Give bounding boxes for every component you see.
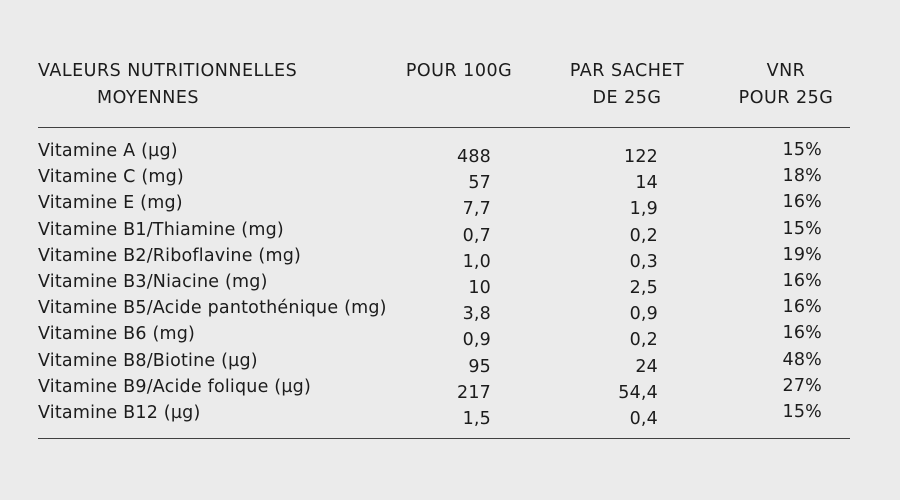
row-label: Vitamine C (mg)	[38, 167, 184, 188]
row-label: Vitamine B2/Riboflavine (mg)	[38, 245, 302, 266]
row-value-per-100g: 1,5	[462, 408, 491, 429]
row-value-per-100g: 1,0	[462, 251, 491, 272]
divider-top	[38, 127, 850, 128]
row-value-vnr-pour-25g: 15%	[782, 401, 822, 422]
table-row	[38, 348, 850, 377]
row-value-per-100g: 0,9	[462, 330, 491, 351]
row-label: Vitamine B8/Biotine (µg)	[38, 350, 258, 371]
row-value-par-sachet-25g: 0,9	[629, 304, 658, 325]
row-value-per-100g: 57	[468, 173, 491, 194]
table-row	[38, 321, 850, 351]
row-value-vnr-pour-25g: 16%	[782, 192, 822, 213]
column-header-per-100g: POUR 100G	[405, 61, 513, 81]
table-body	[38, 138, 850, 429]
row-label: Vitamine B6 (mg)	[38, 324, 196, 345]
row-value-vnr-pour-25g: 16%	[782, 323, 822, 344]
row-value-par-sachet-25g: 2,5	[629, 278, 658, 299]
row-value-par-sachet-25g: 122	[623, 147, 658, 168]
row-value-par-sachet-25g: 0,4	[629, 408, 658, 429]
row-label: Vitamine B9/Acide folique (µg)	[38, 376, 312, 397]
row-value-per-100g: 0,7	[462, 225, 491, 246]
row-label: Vitamine A (µg)	[38, 141, 178, 162]
column-header-values-line2: MOYENNES	[96, 88, 199, 108]
table-row	[38, 295, 850, 325]
row-value-par-sachet-25g: 14	[635, 173, 658, 194]
row-value-vnr-pour-25g: 18%	[782, 166, 822, 187]
row-value-vnr-pour-25g: 16%	[782, 271, 822, 292]
row-value-vnr-pour-25g: 15%	[782, 218, 822, 239]
row-value-vnr-pour-25g: 19%	[782, 244, 822, 265]
row-value-vnr-pour-25g: 48%	[782, 349, 822, 370]
table-row	[38, 190, 850, 220]
row-value-vnr-pour-25g: 15%	[782, 140, 822, 161]
column-header-values-line1: VALEURS NUTRITIONNELLES	[38, 61, 298, 81]
row-value-per-100g: 488	[456, 147, 491, 168]
row-label: Vitamine B12 (µg)	[38, 402, 201, 423]
table-row	[38, 164, 850, 194]
column-header-vnr	[706, 58, 866, 112]
row-value-par-sachet-25g: 54,4	[618, 382, 658, 403]
row-value-vnr-pour-25g: 27%	[782, 375, 822, 396]
row-value-per-100g: 7,7	[462, 199, 491, 220]
column-header-vnr-line1: VNR	[766, 61, 806, 81]
row-value-vnr-pour-25g: 16%	[782, 297, 822, 318]
table-row	[38, 269, 850, 299]
column-header-par-sachet-line2: DE 25G	[592, 88, 662, 108]
column-header-par-sachet	[545, 58, 709, 112]
row-value-per-100g: 3,8	[462, 304, 491, 325]
row-label: Vitamine E (mg)	[38, 193, 183, 214]
row-value-par-sachet-25g: 0,3	[629, 251, 658, 272]
divider-bottom	[38, 438, 850, 439]
table-row	[38, 400, 850, 429]
row-value-per-100g: 217	[456, 382, 491, 403]
row-value-par-sachet-25g: 0,2	[629, 225, 658, 246]
row-value-par-sachet-25g: 1,9	[629, 199, 658, 220]
row-value-per-100g: 10	[468, 278, 491, 299]
table-row	[38, 217, 850, 246]
table-row	[38, 243, 850, 272]
row-label: Vitamine B3/Niacine (mg)	[38, 272, 268, 293]
row-label: Vitamine B1/Thiamine (mg)	[38, 219, 284, 240]
row-label: Vitamine B5/Acide pantothénique (mg)	[38, 298, 387, 319]
row-value-par-sachet-25g: 24	[635, 356, 658, 377]
table-row	[38, 138, 850, 168]
table-row	[38, 374, 850, 403]
row-value-par-sachet-25g: 0,2	[629, 330, 658, 351]
row-value-per-100g: 95	[468, 356, 491, 377]
column-header-par-sachet-line1: PAR SACHET	[569, 61, 685, 81]
column-header-vnr-line2: POUR 25G	[738, 88, 834, 108]
